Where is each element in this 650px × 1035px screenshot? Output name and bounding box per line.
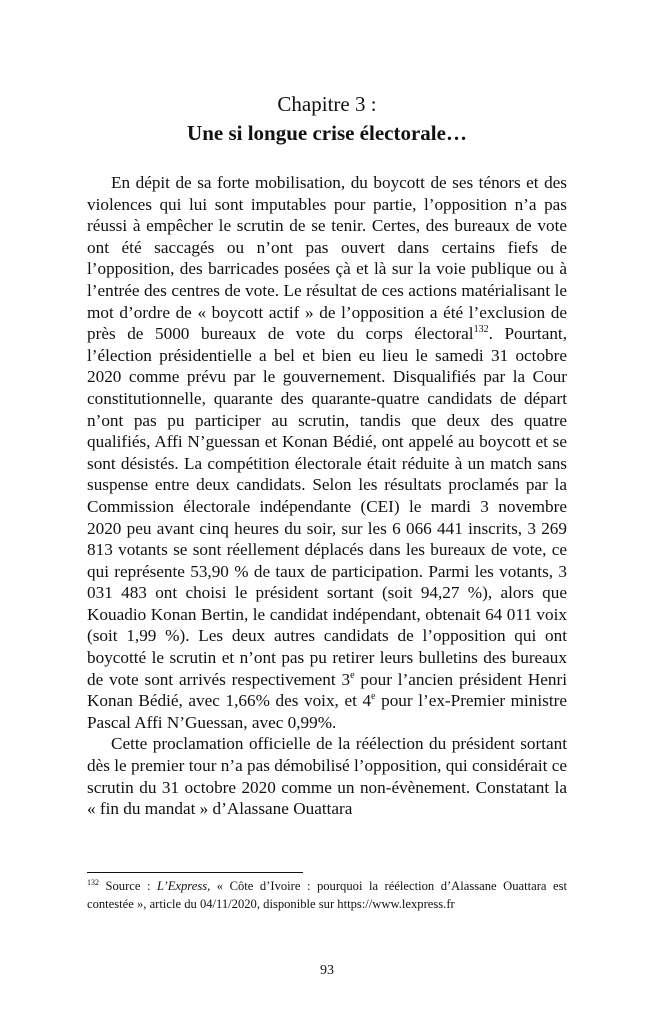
ordinal-superscript: e	[350, 669, 355, 681]
footnote-label: Source :	[99, 879, 157, 893]
ordinal-superscript: e	[371, 691, 376, 703]
body-text	[87, 172, 567, 820]
paragraph-1	[87, 172, 567, 733]
footnote-reference: 132	[473, 324, 489, 336]
paragraph-1-part-a: En dépit de sa forte mobilisation, du boycott de ses ténors et des violences qui lui sont imputables pour partie, l’opposition n’a pas réussi à empêcher le scrutin de se tenir. Certes, des bureaux de vote ont été saccagés ou n’ont pas ouvert dans certains fiefs de l’opposition, des barricades posées çà et là sur la voie publique ou à l’entrée des centres de vote. Le résultat de ces actions matérialisant le mot d’ordre de « boycott actif » de l’opposition a été l’exclusion de près de 5000 bureaux de vote du corps électoral	[87, 173, 567, 344]
footnote-text: « Côte d’Ivoire : pourquoi la réélection d’Alassane Ouattara est contestée », article du 04/11/2020, disponible sur https://www.lexpress.fr	[87, 879, 567, 911]
paragraph-1-part-c: pour l’ancien président Henri Konan Bédié, avec 1,66% des voix, et 4	[87, 669, 567, 711]
paragraph-1-part-b: . Pourtant, l’élection présidentielle a bel et bien eu lieu le samedi 31 octobre 2020 comme prévu par le gouvernement. Disqualifiés par la Cour constitutionnelle, quarante des quarante-quatre candidats de départ n’ont pas pu participer au scrutin, tandis que deux des quatre qualifiés, Affi N’guessan et Konan Bédié, ont appelé au boycott et se sont désistés. La compétition électorale était réduite à un match sans suspense entre deux candidats. Selon les résultats proclamés par la Commission électorale indépendante (CEI) le mardi 3 novembre 2020 peu avant cinq heures du soir, sur les 6 066 441 inscrits, 3 269 813 votants se sont réellement déplacés dans les bureaux de vote, ce qui représente 53,90 % de taux de participation. Parmi les votants, 3 031 483 ont choisi le président sortant (soit 94,27 %), alors que Kouadio Konan Bertin, le candidat indépendant, obtenait 64 011 voix (soit 1,99 %). Les deux autres candidats de l’opposition qui ont boycotté le scrutin et n’ont pas pu retirer leurs bulletins des bureaux de vote sont arrivés respectivement 3	[87, 324, 567, 689]
footnote-separator	[87, 872, 303, 873]
paragraph-1-part-d: pour l’ex-Premier ministre Pascal Affi N’Guessan, avec 0,99%.	[87, 691, 567, 732]
footnote-number: 132	[87, 878, 99, 887]
paragraph-2: Cette proclamation officielle de la réélection du président sortant dès le premier tour n’a pas démobilisé l’opposition, qui considérait ce scrutin du 31 octobre 2020 comme un non-évènement. Constatant la « fin du mandat » d’Alassane Ouattara	[87, 734, 567, 819]
footnote-source: L’Express,	[157, 879, 211, 893]
chapter-number: Chapitre 3 :	[277, 92, 377, 116]
page-number: 93	[320, 963, 334, 978]
chapter-title: Une si longue crise électorale…	[187, 121, 467, 145]
footnote	[87, 877, 567, 913]
